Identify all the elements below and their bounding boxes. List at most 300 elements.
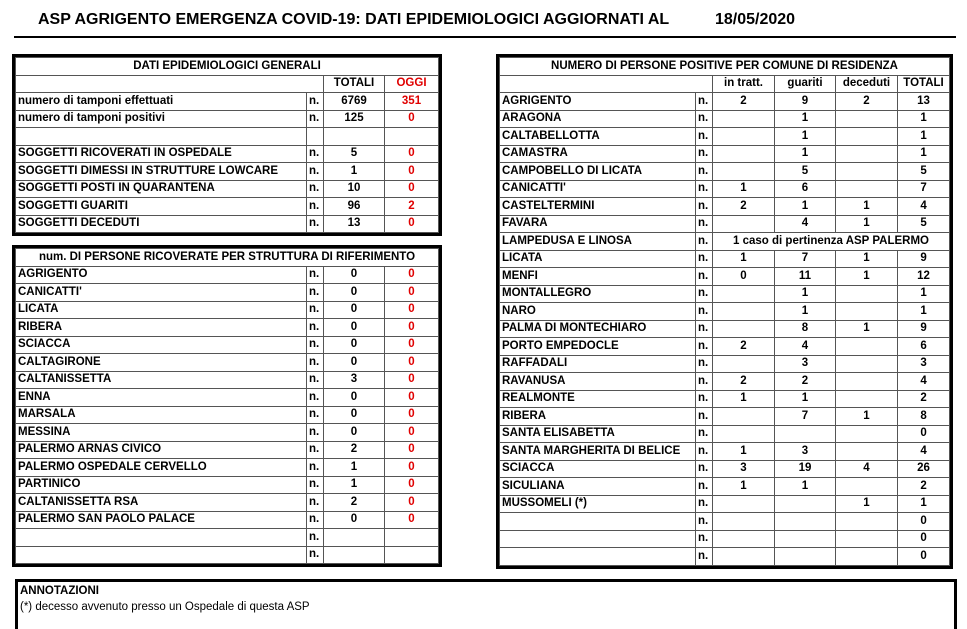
general-header: DATI EPIDEMIOLOGICI GENERALI xyxy=(16,58,439,76)
row-label: SCIACCA xyxy=(16,336,307,354)
table-row xyxy=(500,408,950,426)
oggi-cell: 0 xyxy=(385,284,439,302)
tratt-cell xyxy=(713,163,775,181)
guariti-cell: 4 xyxy=(775,338,836,356)
row-label: numero di tamponi positivi xyxy=(16,110,307,128)
deceduti-cell: 1 xyxy=(836,198,898,216)
table-row xyxy=(500,478,950,496)
tratt-cell xyxy=(713,530,775,548)
oggi-cell: 0 xyxy=(385,215,439,233)
row-label: CALTABELLOTTA xyxy=(500,128,696,146)
comuni-header-row xyxy=(500,58,950,76)
unit-cell: n. xyxy=(307,266,324,284)
oggi-cell: 0 xyxy=(385,110,439,128)
deceduti-cell: 4 xyxy=(836,460,898,478)
unit-cell: n. xyxy=(696,338,713,356)
totali-cell: 12 xyxy=(898,268,950,286)
oggi-cell: 0 xyxy=(385,406,439,424)
table-row xyxy=(16,163,439,181)
unit-cell: n. xyxy=(696,93,713,111)
deceduti-cell xyxy=(836,180,898,198)
row-note: 1 caso di pertinenza ASP PALERMO xyxy=(713,233,950,251)
table-row xyxy=(16,180,439,198)
table-row xyxy=(16,546,439,564)
table-row xyxy=(500,145,950,163)
row-label: ARAGONA xyxy=(500,110,696,128)
table-row xyxy=(500,355,950,373)
deceduti-cell: 1 xyxy=(836,268,898,286)
table-row xyxy=(500,320,950,338)
totali-cell: 13 xyxy=(324,215,385,233)
row-label: CALTANISSETTA RSA xyxy=(16,494,307,512)
unit-cell: n. xyxy=(307,336,324,354)
table-row xyxy=(500,513,950,531)
column-header: in tratt. xyxy=(713,75,775,93)
unit-cell: n. xyxy=(696,513,713,531)
unit-cell: n. xyxy=(307,494,324,512)
table-row xyxy=(16,336,439,354)
deceduti-cell xyxy=(836,285,898,303)
row-label: numero di tamponi effettuati xyxy=(16,93,307,111)
row-label: CALTANISSETTA xyxy=(16,371,307,389)
totali-cell: 3 xyxy=(324,371,385,389)
row-label: PALERMO OSPEDALE CERVELLO xyxy=(16,459,307,477)
guariti-cell xyxy=(775,530,836,548)
row-label: MESSINA xyxy=(16,424,307,442)
row-label: PALERMO ARNAS CIVICO xyxy=(16,441,307,459)
table-row xyxy=(16,389,439,407)
row-label xyxy=(16,128,307,146)
guariti-cell xyxy=(775,513,836,531)
oggi-cell: 0 xyxy=(385,389,439,407)
unit-cell: n. xyxy=(307,511,324,529)
table-row xyxy=(500,530,950,548)
table-row xyxy=(16,424,439,442)
unit-cell: n. xyxy=(307,546,324,564)
general-data-table xyxy=(15,57,439,233)
deceduti-cell xyxy=(836,373,898,391)
general-header-row xyxy=(16,58,439,76)
totali-cell: 10 xyxy=(324,180,385,198)
totali-cell: 2 xyxy=(324,441,385,459)
unit-cell: n. xyxy=(307,406,324,424)
deceduti-cell xyxy=(836,390,898,408)
deceduti-cell: 1 xyxy=(836,495,898,513)
title-divider xyxy=(14,36,956,38)
unit-cell: n. xyxy=(307,441,324,459)
unit-cell: n. xyxy=(696,180,713,198)
unit-cell: n. xyxy=(696,373,713,391)
row-label: CANICATTI' xyxy=(16,284,307,302)
totali-cell: 7 xyxy=(898,180,950,198)
deceduti-cell xyxy=(836,530,898,548)
table-row xyxy=(16,110,439,128)
column-header: deceduti xyxy=(836,75,898,93)
unit-cell: n. xyxy=(696,268,713,286)
unit-cell: n. xyxy=(696,128,713,146)
unit-cell: n. xyxy=(696,548,713,566)
row-label: PALMA DI MONTECHIARO xyxy=(500,320,696,338)
row-label: REALMONTE xyxy=(500,390,696,408)
totali-cell: 0 xyxy=(324,406,385,424)
oggi-cell xyxy=(385,546,439,564)
tratt-cell: 1 xyxy=(713,443,775,461)
oggi-cell: 0 xyxy=(385,371,439,389)
table-row xyxy=(500,215,950,233)
deceduti-cell xyxy=(836,338,898,356)
deceduti-cell xyxy=(836,478,898,496)
totali-cell: 0 xyxy=(898,530,950,548)
unit-cell: n. xyxy=(307,145,324,163)
guariti-cell: 7 xyxy=(775,408,836,426)
unit-cell: n. xyxy=(696,495,713,513)
deceduti-cell: 1 xyxy=(836,215,898,233)
tratt-cell xyxy=(713,215,775,233)
totali-cell: 96 xyxy=(324,198,385,216)
table-row xyxy=(500,495,950,513)
unit-cell: n. xyxy=(307,371,324,389)
row-label: RAVANUSA xyxy=(500,373,696,391)
oggi-cell: 0 xyxy=(385,319,439,337)
totali-cell: 5 xyxy=(898,215,950,233)
guariti-cell: 7 xyxy=(775,250,836,268)
row-label: AGRIGENTO xyxy=(16,266,307,284)
unit-cell: n. xyxy=(307,319,324,337)
totali-cell xyxy=(324,128,385,146)
unit-cell: n. xyxy=(696,355,713,373)
tratt-cell xyxy=(713,425,775,443)
oggi-cell xyxy=(385,529,439,547)
table-row xyxy=(500,285,950,303)
unit-cell: n. xyxy=(307,301,324,319)
table-row xyxy=(16,511,439,529)
annotations-heading: ANNOTAZIONI xyxy=(20,585,100,597)
unit-cell xyxy=(307,128,324,146)
deceduti-cell xyxy=(836,303,898,321)
unit-cell: n. xyxy=(307,163,324,181)
column-header: TOTALI xyxy=(898,75,950,93)
totali-cell: 3 xyxy=(898,355,950,373)
table-row xyxy=(16,529,439,547)
table-row xyxy=(16,406,439,424)
row-label: LICATA xyxy=(500,250,696,268)
totali-cell: 1 xyxy=(898,285,950,303)
totali-cell xyxy=(324,546,385,564)
totali-cell: 2 xyxy=(898,390,950,408)
row-label: MARSALA xyxy=(16,406,307,424)
totali-cell: 1 xyxy=(898,110,950,128)
row-label xyxy=(500,530,696,548)
oggi-cell: 0 xyxy=(385,145,439,163)
deceduti-cell xyxy=(836,513,898,531)
deceduti-cell xyxy=(836,355,898,373)
tratt-cell xyxy=(713,285,775,303)
deceduti-cell: 1 xyxy=(836,250,898,268)
row-label: SOGGETTI DECEDUTI xyxy=(16,215,307,233)
totali-cell: 5 xyxy=(324,145,385,163)
guariti-cell: 19 xyxy=(775,460,836,478)
tratt-cell: 3 xyxy=(713,460,775,478)
deceduti-cell xyxy=(836,110,898,128)
row-label xyxy=(16,546,307,564)
row-label: LAMPEDUSA E LINOSA xyxy=(500,233,696,251)
tratt-cell: 1 xyxy=(713,478,775,496)
row-label xyxy=(500,513,696,531)
table-row xyxy=(500,268,950,286)
tratt-cell xyxy=(713,128,775,146)
guariti-cell: 1 xyxy=(775,110,836,128)
table-row xyxy=(500,425,950,443)
row-label: MUSSOMELI (*) xyxy=(500,495,696,513)
tratt-cell: 2 xyxy=(713,338,775,356)
guariti-cell: 1 xyxy=(775,303,836,321)
totali-cell: 125 xyxy=(324,110,385,128)
table-row xyxy=(500,390,950,408)
guariti-cell xyxy=(775,425,836,443)
row-label: SANTA MARGHERITA DI BELICE xyxy=(500,443,696,461)
totali-cell: 1 xyxy=(898,495,950,513)
unit-cell: n. xyxy=(307,354,324,372)
tratt-cell xyxy=(713,355,775,373)
deceduti-cell xyxy=(836,548,898,566)
oggi-cell: 0 xyxy=(385,336,439,354)
row-label: RIBERA xyxy=(500,408,696,426)
unit-cell: n. xyxy=(307,459,324,477)
totali-cell: 1 xyxy=(898,128,950,146)
column-header: guariti xyxy=(775,75,836,93)
tratt-cell xyxy=(713,320,775,338)
table-row xyxy=(500,110,950,128)
table-row xyxy=(16,494,439,512)
totali-cell: 0 xyxy=(898,513,950,531)
table-row xyxy=(500,460,950,478)
totali-cell: 1 xyxy=(324,476,385,494)
row-label xyxy=(500,548,696,566)
guariti-cell: 6 xyxy=(775,180,836,198)
oggi-cell: 351 xyxy=(385,93,439,111)
unit-cell: n. xyxy=(696,163,713,181)
row-label: CALTAGIRONE xyxy=(16,354,307,372)
hospital-header: num. DI PERSONE RICOVERATE PER STRUTTURA DI RIFERIMENTO xyxy=(16,249,439,267)
table-row xyxy=(16,476,439,494)
totali-cell: 0 xyxy=(324,354,385,372)
oggi-cell: 0 xyxy=(385,354,439,372)
guariti-cell: 3 xyxy=(775,443,836,461)
comuni-table xyxy=(499,57,950,566)
oggi-cell: 0 xyxy=(385,476,439,494)
row-label: SICULIANA xyxy=(500,478,696,496)
tratt-cell xyxy=(713,145,775,163)
unit-cell: n. xyxy=(696,530,713,548)
tratt-cell xyxy=(713,513,775,531)
table-row xyxy=(16,198,439,216)
table-row xyxy=(500,180,950,198)
tratt-cell: 1 xyxy=(713,390,775,408)
unit-cell: n. xyxy=(307,215,324,233)
row-label: FAVARA xyxy=(500,215,696,233)
table-row xyxy=(500,250,950,268)
table-row xyxy=(500,548,950,566)
guariti-cell: 1 xyxy=(775,145,836,163)
table-row xyxy=(16,319,439,337)
guariti-cell: 1 xyxy=(775,390,836,408)
tratt-cell: 2 xyxy=(713,93,775,111)
totali-cell: 1 xyxy=(898,303,950,321)
totali-cell: 0 xyxy=(324,266,385,284)
row-label: RIBERA xyxy=(16,319,307,337)
general-colhead-row xyxy=(16,75,439,93)
oggi-cell: 0 xyxy=(385,511,439,529)
unit-cell: n. xyxy=(696,425,713,443)
comuni-header: NUMERO DI PERSONE POSITIVE PER COMUNE DI RESIDENZA xyxy=(500,58,950,76)
oggi-cell: 0 xyxy=(385,494,439,512)
annotations-text: (*) decesso avvenuto presso un Ospedale di questa ASP xyxy=(20,601,310,613)
totali-cell: 0 xyxy=(324,301,385,319)
unit-cell: n. xyxy=(696,145,713,163)
oggi-cell xyxy=(385,128,439,146)
tratt-cell: 2 xyxy=(713,373,775,391)
totali-cell: 26 xyxy=(898,460,950,478)
guariti-cell: 11 xyxy=(775,268,836,286)
totali-cell: 1 xyxy=(898,145,950,163)
oggi-cell: 2 xyxy=(385,198,439,216)
annotations-box xyxy=(15,579,957,629)
totali-cell: 9 xyxy=(898,250,950,268)
page-title xyxy=(38,8,958,32)
unit-cell: n. xyxy=(696,478,713,496)
row-label: CAMASTRA xyxy=(500,145,696,163)
totali-cell: 6 xyxy=(898,338,950,356)
blank-cell xyxy=(500,75,713,93)
unit-cell: n. xyxy=(696,198,713,216)
table-row xyxy=(500,338,950,356)
tratt-cell xyxy=(713,495,775,513)
totali-cell: 0 xyxy=(324,319,385,337)
deceduti-cell xyxy=(836,128,898,146)
row-label: SOGGETTI DIMESSI IN STRUTTURE LOWCARE xyxy=(16,163,307,181)
row-label: MONTALLEGRO xyxy=(500,285,696,303)
totali-cell: 4 xyxy=(898,373,950,391)
col-totali-header: TOTALI xyxy=(324,75,385,93)
totali-cell: 2 xyxy=(324,494,385,512)
unit-cell: n. xyxy=(696,303,713,321)
row-label: MENFI xyxy=(500,268,696,286)
unit-cell: n. xyxy=(696,233,713,251)
table-row xyxy=(500,128,950,146)
row-label xyxy=(16,529,307,547)
totali-cell: 0 xyxy=(898,425,950,443)
table-row xyxy=(500,198,950,216)
unit-cell: n. xyxy=(696,285,713,303)
totali-cell xyxy=(324,529,385,547)
tratt-cell xyxy=(713,408,775,426)
deceduti-cell xyxy=(836,145,898,163)
table-row xyxy=(16,441,439,459)
tratt-cell: 1 xyxy=(713,180,775,198)
guariti-cell: 1 xyxy=(775,128,836,146)
guariti-cell: 9 xyxy=(775,93,836,111)
totali-cell: 6769 xyxy=(324,93,385,111)
totali-cell: 0 xyxy=(324,336,385,354)
oggi-cell: 0 xyxy=(385,180,439,198)
guariti-cell: 1 xyxy=(775,478,836,496)
row-label: SANTA ELISABETTA xyxy=(500,425,696,443)
table-row xyxy=(500,233,950,251)
oggi-cell: 0 xyxy=(385,459,439,477)
unit-cell: n. xyxy=(307,476,324,494)
totali-cell: 0 xyxy=(324,389,385,407)
row-label: PALERMO SAN PAOLO PALACE xyxy=(16,511,307,529)
guariti-cell: 3 xyxy=(775,355,836,373)
table-row xyxy=(16,301,439,319)
unit-cell: n. xyxy=(696,390,713,408)
table-row xyxy=(16,371,439,389)
row-label: AGRIGENTO xyxy=(500,93,696,111)
row-label: RAFFADALI xyxy=(500,355,696,373)
unit-cell: n. xyxy=(307,198,324,216)
unit-cell: n. xyxy=(696,443,713,461)
comuni-colhead-row xyxy=(500,75,950,93)
table-row xyxy=(16,354,439,372)
unit-cell: n. xyxy=(307,110,324,128)
unit-cell: n. xyxy=(696,215,713,233)
oggi-cell: 0 xyxy=(385,441,439,459)
unit-cell: n. xyxy=(696,250,713,268)
oggi-cell: 0 xyxy=(385,424,439,442)
guariti-cell: 4 xyxy=(775,215,836,233)
table-row xyxy=(500,303,950,321)
row-label: PARTINICO xyxy=(16,476,307,494)
tratt-cell: 2 xyxy=(713,198,775,216)
row-label: SOGGETTI RICOVERATI IN OSPEDALE xyxy=(16,145,307,163)
totali-cell: 0 xyxy=(324,511,385,529)
title-date: 18/05/2020 xyxy=(715,11,796,28)
totali-cell: 9 xyxy=(898,320,950,338)
table-row xyxy=(16,215,439,233)
oggi-cell: 0 xyxy=(385,163,439,181)
table-row xyxy=(16,284,439,302)
title-text: ASP AGRIGENTO EMERGENZA COVID-19: DATI EPIDEMIOLOGICI AGGIORNATI AL xyxy=(38,11,670,28)
blank-cell xyxy=(16,75,324,93)
totali-cell: 0 xyxy=(324,284,385,302)
guariti-cell: 1 xyxy=(775,285,836,303)
guariti-cell xyxy=(775,548,836,566)
unit-cell: n. xyxy=(307,93,324,111)
deceduti-cell xyxy=(836,425,898,443)
unit-cell: n. xyxy=(307,424,324,442)
totali-cell: 4 xyxy=(898,443,950,461)
row-label: ENNA xyxy=(16,389,307,407)
tratt-cell xyxy=(713,303,775,321)
table-row xyxy=(16,93,439,111)
table-row xyxy=(16,266,439,284)
totali-cell: 0 xyxy=(898,548,950,566)
guariti-cell xyxy=(775,495,836,513)
oggi-cell: 0 xyxy=(385,301,439,319)
totali-cell: 1 xyxy=(324,163,385,181)
table-row xyxy=(16,128,439,146)
guariti-cell: 8 xyxy=(775,320,836,338)
tratt-cell: 1 xyxy=(713,250,775,268)
totali-cell: 5 xyxy=(898,163,950,181)
table-row xyxy=(500,373,950,391)
row-label: LICATA xyxy=(16,301,307,319)
table-row xyxy=(500,163,950,181)
totali-cell: 13 xyxy=(898,93,950,111)
unit-cell: n. xyxy=(307,389,324,407)
deceduti-cell xyxy=(836,443,898,461)
totali-cell: 4 xyxy=(898,198,950,216)
